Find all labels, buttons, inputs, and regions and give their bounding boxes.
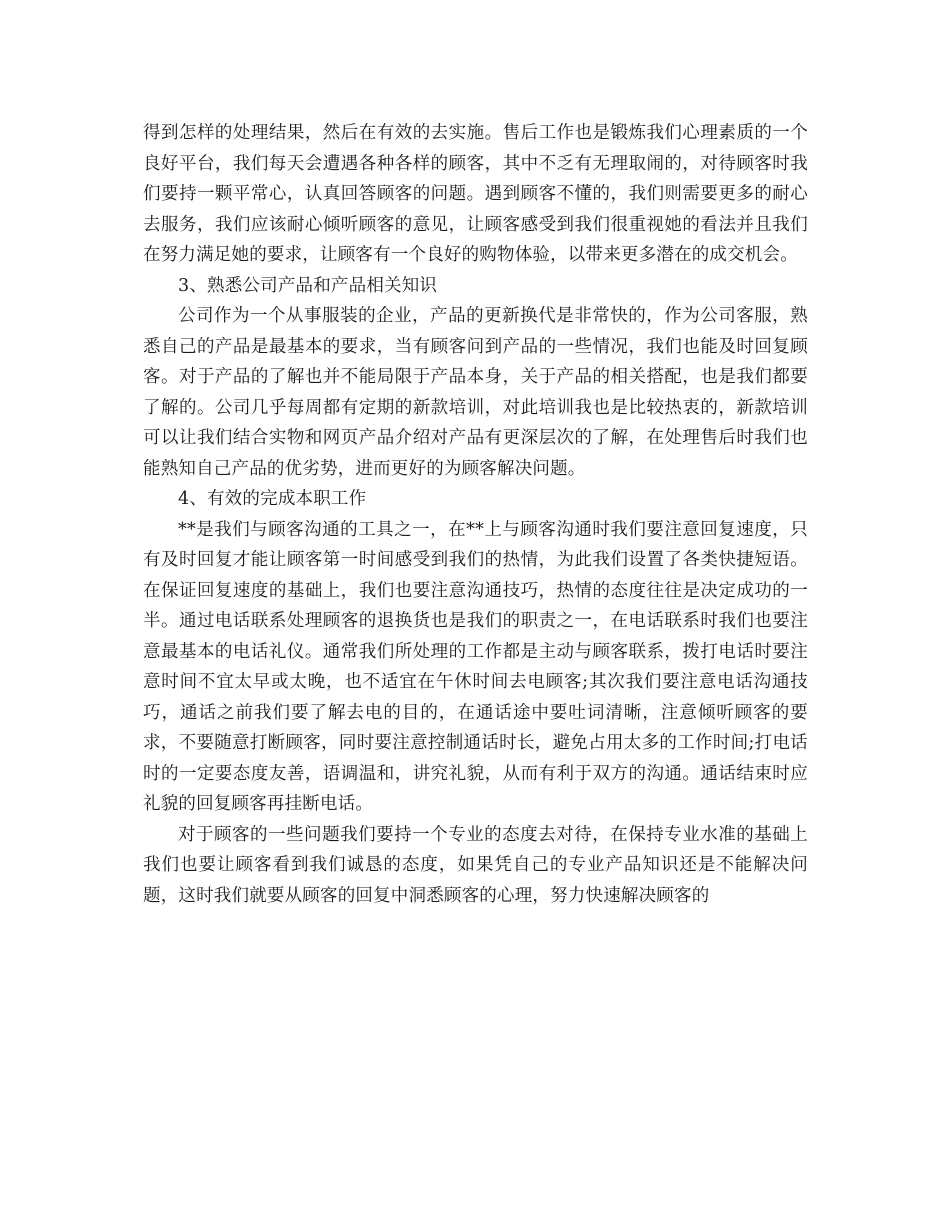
section-heading-core-duties: 4、有效的完成本职工作 bbox=[178, 489, 367, 509]
paragraph-after-sales-mindset: 得到怎样的处理结果，然后在有效的去实施。售后工作也是锻炼我们心理素质的一个良好平台，我们每天会遭遇各种各样的顾客，其中不乏有无理取闹的，对待顾客时我们要持一颗平常心，认真回答顾客的问题。遇到顾客不懂的，我们则需要更多的耐心去服务，我们应该耐心倾听顾客的意见，让顾客感受到我们很重视她的看法并且我们在努力满足她的要求，让顾客有一个良好的购物体验，以带来更多潜在的成交机会。 bbox=[143, 123, 808, 265]
paragraph-product-knowledge: 公司作为一个从事服装的企业，产品的更新换代是非常快的，作为公司客服，熟悉自己的产品是最基本的要求，当有顾客问到产品的一些情况，我们也能及时回复顾客。对于产品的了解也并不能局限于产品本身，关于产品的相关搭配，也是我们都要了解的。公司几乎每周都有定期的新款培训，对此培训我也是比较热衷的，新款培训可以让我们结合实物和网页产品介绍对产品有更深层次的了解，在处理售后时我们也能熟知自己产品的优劣势，进而更好的为顾客解决问题。 bbox=[143, 306, 808, 479]
section-heading-product-knowledge: 3、熟悉公司产品和产品相关知识 bbox=[178, 275, 438, 296]
paragraph-professional-attitude: 对于顾客的一些问题我们要持一个专业的态度去对待，在保持专业水准的基础上我们也要让顾客看到我们诚恳的态度，如果凭自己的专业产品知识还是不能解决问题，这时我们就要从顾客的回复中洞悉顾客的心理，努力快速解决顾客的 bbox=[143, 824, 808, 906]
paragraph-communication-tools: **是我们与顾客沟通的工具之一，在**上与顾客沟通时我们要注意回复速度，只有及时回复才能让顾客第一时间感受到我们的热情，为此我们设置了各类快捷短语。在保证回复速度的基础上，我们也要注意沟通技巧，热情的态度往往是决定成功的一半。通过电话联系处理顾客的退换货也是我们的职责之一，在电话联系时我们也要注意最基本的电话礼仪。通常我们所处理的工作都是主动与顾客联系，拨打电话时要注意时间不宜太早或太晚，也不适宜在午休时间去电顾客;其次我们要注意电话沟通技巧，通话之前我们要了解去电的目的，在通话途中要吐词清晰，注意倾听顾客的要求，不要随意打断顾客，同时要注意控制通话时长，避免占用太多的工作时间;打电话时的一定要态度友善，语调温和，讲究礼貌，从而有利于双方的沟通。通话结束时应礼貌的回复顾客再挂断电话。 bbox=[143, 519, 808, 814]
document-body bbox=[143, 118, 808, 911]
